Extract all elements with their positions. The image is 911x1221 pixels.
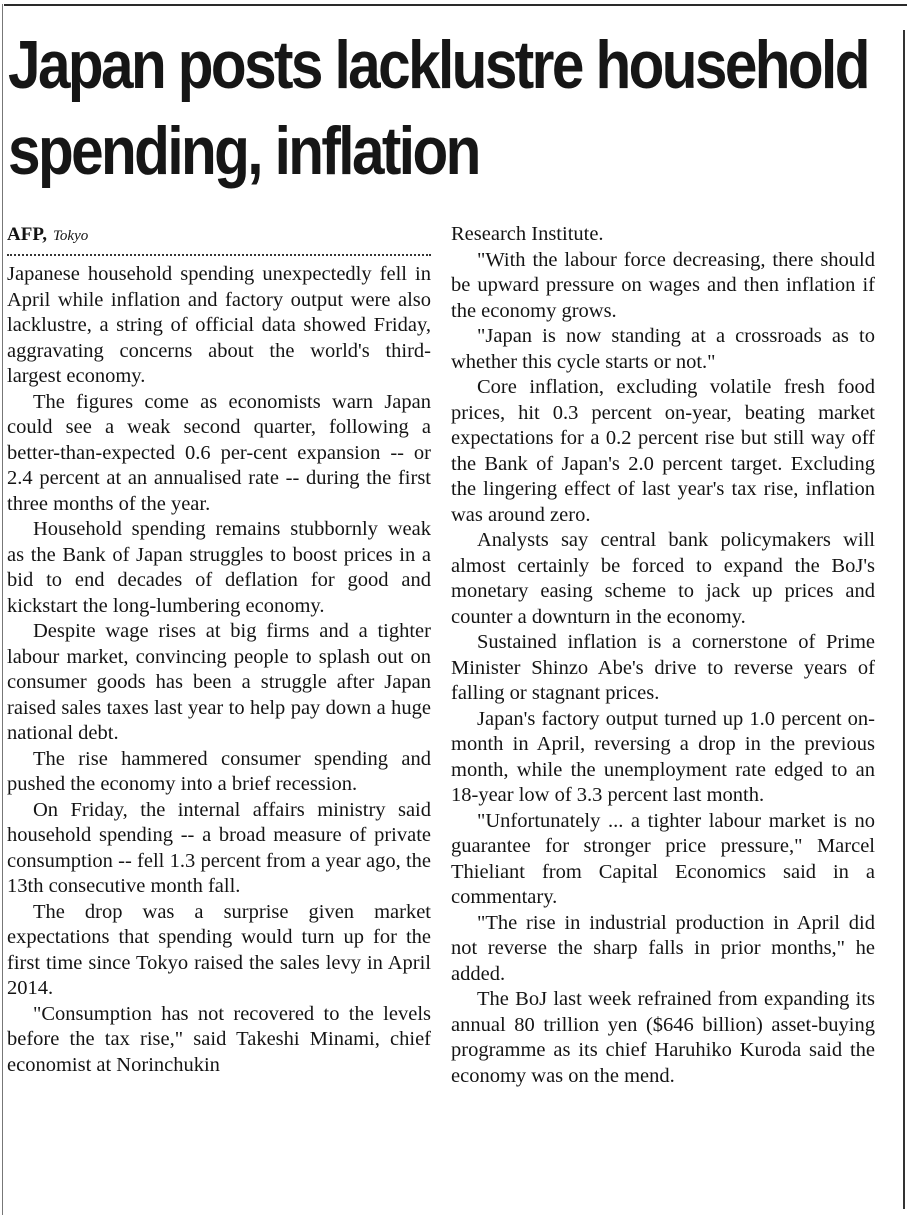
paragraph: "Japan is now standing at a crossroads as to whether this cycle starts or not."	[451, 325, 875, 373]
byline-source: AFP,	[7, 224, 47, 245]
byline	[7, 222, 431, 248]
column-rule-right	[903, 30, 905, 1209]
paragraph: On Friday, the internal affairs ministry said household spending -- a broad measure of private consumption -- fell 1.3 percent from a year ago, the 13th consecutive month fall.	[7, 798, 431, 897]
paragraph: Household spending remains stubbornly weak as the Bank of Japan struggles to boost prices in a bid to end decades of deflation for good and kickstart the long-lumbering economy.	[7, 518, 431, 617]
paragraph: "Consumption has not recovered to the levels before the tax rise," said Takeshi Minami, chief economist at Norinchukin	[7, 1002, 431, 1076]
headline: Japan posts lacklustre household spending, inflation	[8, 27, 868, 189]
article-column-1	[7, 222, 431, 1078]
paragraph: "The rise in industrial production in April did not reverse the sharp falls in prior months," he added.	[451, 911, 875, 985]
paragraph: The figures come as economists warn Japan could see a weak second quarter, following a better-than-expected 0.6 per-cent expansion -- or 2.4 percent at an annualised rate -- during the first three months of the year.	[7, 390, 431, 515]
byline-place: Tokyo	[52, 228, 89, 244]
paragraph: Research Institute.	[451, 223, 604, 245]
byline-divider	[7, 254, 431, 256]
left-edge-rule	[2, 4, 3, 1215]
paragraph: The BoJ last week refrained from expanding its annual 80 trillion yen ($646 billion) asset-buying programme as its chief Haruhiko Kuroda said the economy was on the mend.	[451, 988, 875, 1087]
article-column-2	[451, 222, 875, 1089]
paragraph: Analysts say central bank policymakers will almost certainly be forced to expand the BoJ's monetary easing scheme to jack up prices and counter a downturn in the economy.	[451, 529, 875, 628]
paragraph: Japan's factory output turned up 1.0 percent on-month in April, reversing a drop in the previous month, while the unemployment rate edged to an 18-year low of 3.3 percent last month.	[451, 707, 875, 806]
paragraph: Japanese household spending unexpectedly fell in April while inflation and factory output were also lacklustre, a string of official data showed Friday, aggravating concerns about the world's third-largest economy.	[7, 263, 431, 387]
top-rule	[4, 4, 907, 6]
paragraph: Despite wage rises at big firms and a tighter labour market, convincing people to splash out on consumer goods has been a struggle after Japan raised sales taxes last year to help pay down a huge national debt.	[7, 620, 431, 744]
paragraph: The rise hammered consumer spending and pushed the economy into a brief recession.	[7, 747, 431, 795]
paragraph: Core inflation, excluding volatile fresh food prices, hit 0.3 percent on-year, beating market expectations for a 0.2 percent rise but still way off the Bank of Japan's 2.0 percent target. Excluding the lingering effect of last year's tax rise, inflation was around zero.	[451, 376, 875, 526]
paragraph: "Unfortunately ... a tighter labour market is no guarantee for stronger price pressure," Marcel Thieliant from Capital Economics said in a commentary.	[451, 809, 875, 908]
paragraph: The drop was a surprise given market expectations that spending would turn up for the first time since Tokyo raised the sales levy in April 2014.	[7, 900, 431, 999]
paragraph: Sustained inflation is a cornerstone of Prime Minister Shinzo Abe's drive to reverse years of falling or stagnant prices.	[451, 631, 875, 704]
paragraph: "With the labour force decreasing, there should be upward pressure on wages and then inflation if the economy grows.	[451, 248, 875, 322]
